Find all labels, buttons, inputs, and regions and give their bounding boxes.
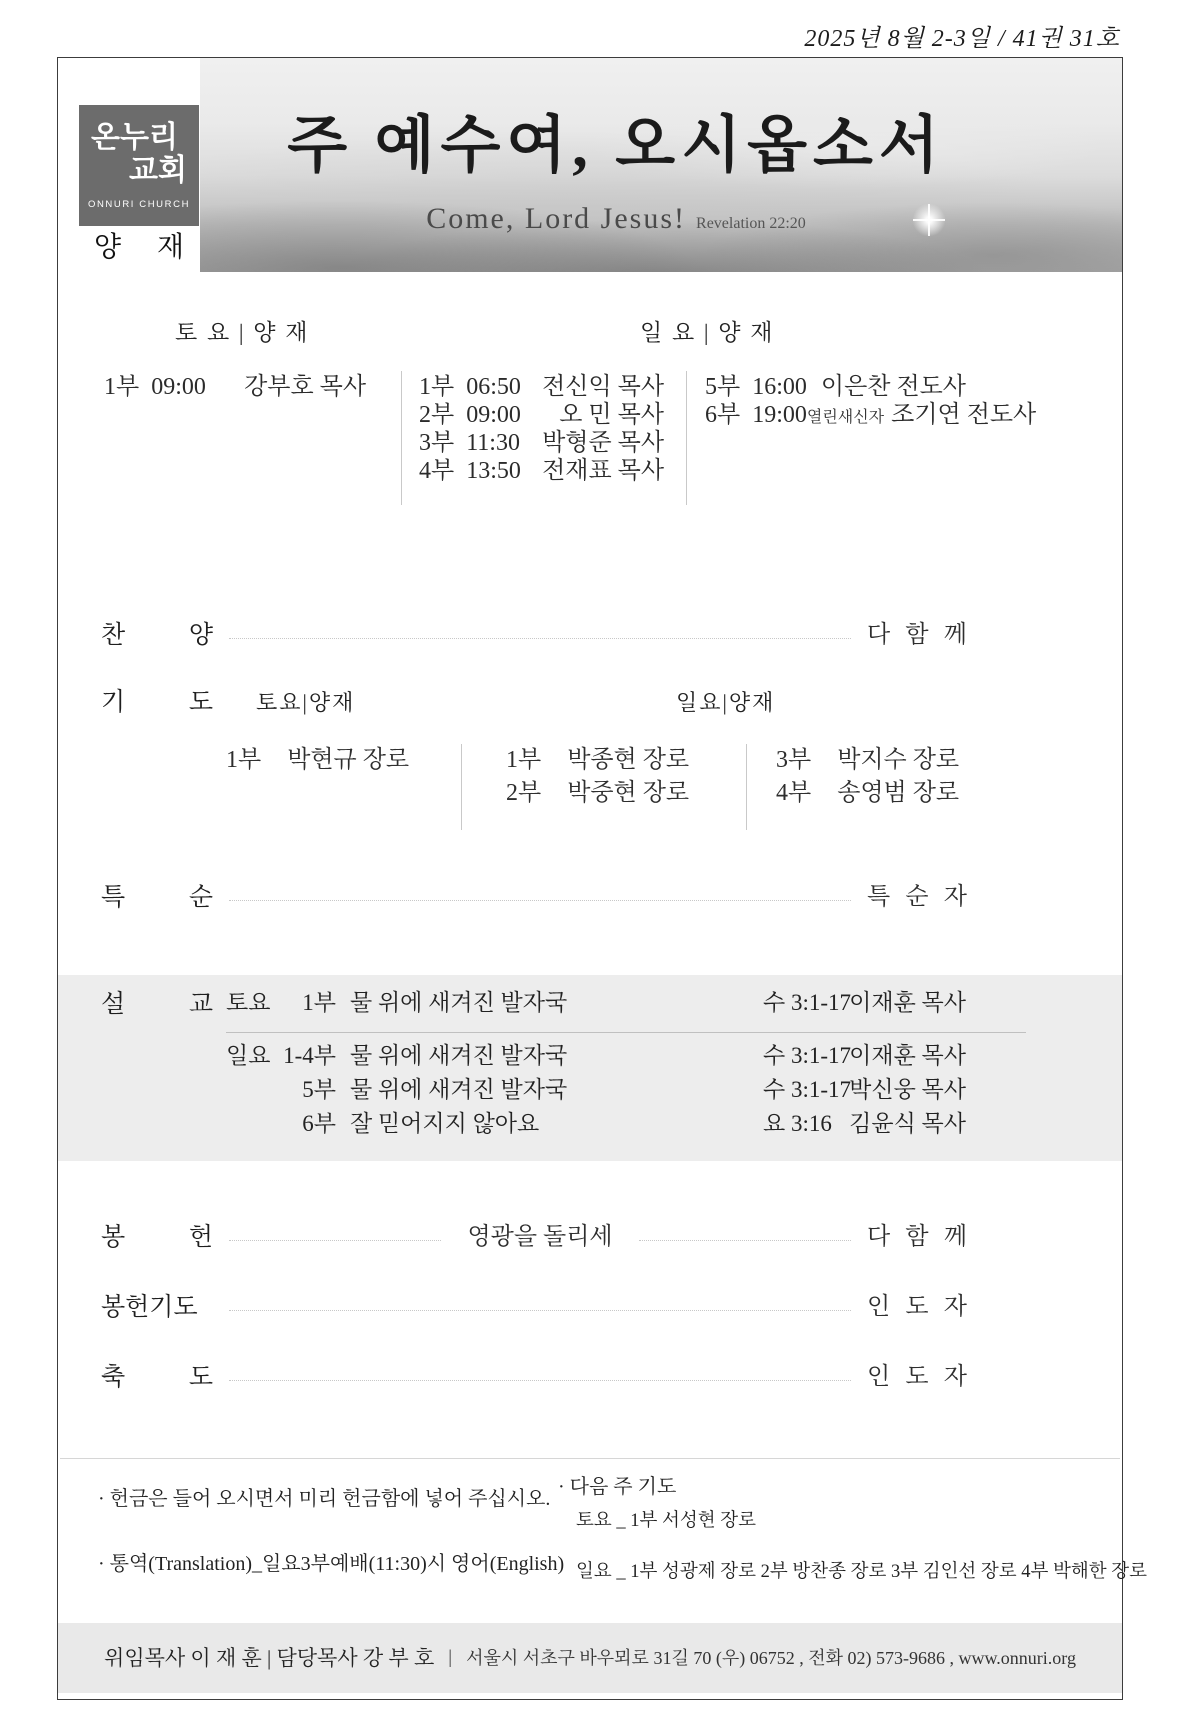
prayer-elder: 박종현 장로 xyxy=(567,747,690,773)
service-row xyxy=(419,400,664,428)
special-row xyxy=(101,882,967,913)
sermon-row xyxy=(58,1076,1122,1106)
next-week-prayer-sat: 토요 _ 1부 서성현 장로 xyxy=(576,1511,756,1531)
sermon-preacher: 박신웅 목사 xyxy=(849,1077,966,1102)
service-time: 16:00 xyxy=(752,374,807,400)
prayer-part: 4부 xyxy=(776,780,812,806)
prayer-part: 3부 xyxy=(776,747,812,773)
prayer-sun-header: 일요|양재 xyxy=(676,690,776,715)
sermon-part: 1부 xyxy=(302,990,336,1015)
saturday-schedule-header: 토 요 | 양 재 xyxy=(175,320,310,345)
prayer-sun-list-right xyxy=(776,745,959,811)
logo-english-name: ONNURI CHURCH xyxy=(87,199,191,210)
praise-row xyxy=(101,620,967,651)
note-translation: · 통역(Translation)_일요3부예배(11:30)시 영어(English) xyxy=(98,1553,565,1575)
offering-prayer-performer: 인 도 자 xyxy=(867,1294,967,1320)
service-minister: 전신익 목사 xyxy=(542,374,664,400)
service-part: 5부 xyxy=(705,374,741,400)
offering-prayer-row xyxy=(101,1292,967,1323)
service-time: 06:50 xyxy=(466,374,521,400)
footer-pastors: 위임목사 이 재 훈 | 담당목사 강 부 호 xyxy=(104,1645,435,1670)
service-part: 6부 xyxy=(705,402,741,428)
prayer-item xyxy=(776,745,959,778)
footer-separator: | xyxy=(448,1647,453,1669)
prayer-sun-list-left xyxy=(506,745,689,811)
banner-title: 주 예수여, 오시옵소서 xyxy=(287,112,945,180)
schedule-divider-2 xyxy=(686,371,687,505)
prayer-item xyxy=(506,745,689,778)
service-part: 3부 xyxy=(419,430,455,456)
service-minister: 전재표 목사 xyxy=(542,458,664,484)
service-minister-group xyxy=(807,400,1036,430)
prayer-divider-1 xyxy=(461,744,462,830)
service-minister: 박형준 목사 xyxy=(542,430,664,456)
footer-bar xyxy=(58,1623,1122,1693)
service-time: 09:00 xyxy=(151,374,206,400)
sermon-title: 물 위에 새겨진 발자국 xyxy=(350,990,568,1015)
footer-address: 서울시 서초구 바우뫼로 31길 70 (우) 06752 , 전화 02) 573-9686 , www.onnuri.org xyxy=(466,1647,1076,1668)
notes-divider-line xyxy=(60,1458,1120,1459)
next-week-prayer-sun: 일요 _ 1부 성광제 장로 2부 방찬종 장로 3부 김인선 장로 4부 박해한 장로 xyxy=(576,1562,1148,1582)
prayer-part: 2부 xyxy=(506,780,542,806)
service-minister: 오 민 목사 xyxy=(559,402,664,428)
prayer-sat-header: 토요|양재 xyxy=(256,690,356,715)
service-row xyxy=(419,372,664,400)
sermon-preacher: 이재훈 목사 xyxy=(849,1043,966,1068)
prayer-part: 1부 xyxy=(226,747,262,773)
issue-date-line: 2025년 8월 2-3일 / 41권 31호 xyxy=(804,26,1120,52)
prayer-elder: 송영범 장로 xyxy=(837,780,960,806)
dotted-leader xyxy=(229,620,851,639)
service-row xyxy=(419,456,664,484)
offering-performer: 다 함 께 xyxy=(867,1224,968,1250)
special-label: 특 순 xyxy=(101,884,213,911)
sermon-divider-line xyxy=(226,1032,1026,1033)
prayer-label: 기 도 xyxy=(101,689,213,716)
prayer-elder: 박지수 장로 xyxy=(837,747,960,773)
service-part: 1부 xyxy=(419,374,455,400)
benediction-row xyxy=(101,1362,967,1393)
service-minister: 강부호 목사 xyxy=(244,374,366,400)
sermon-verse: 요 3:16 xyxy=(763,1111,832,1136)
dotted-leader xyxy=(229,1222,441,1241)
sermon-verse: 수 3:1-17 xyxy=(763,1043,852,1068)
service-row xyxy=(705,400,1037,428)
church-logo xyxy=(79,105,199,226)
sermon-day: 토요 xyxy=(226,990,271,1015)
header-banner xyxy=(200,58,1122,272)
prayer-item xyxy=(226,745,409,778)
service-row xyxy=(104,372,366,400)
saturday-services xyxy=(104,372,366,400)
sermon-verse: 수 3:1-17 xyxy=(763,1077,852,1102)
service-minister: 조기연 전도사 xyxy=(891,402,1037,428)
prayer-sat-list xyxy=(226,745,409,778)
benediction-performer: 인 도 자 xyxy=(867,1364,967,1390)
prayer-part: 1부 xyxy=(506,747,542,773)
praise-performer: 다 함 께 xyxy=(867,622,967,648)
dotted-leader xyxy=(229,1292,851,1311)
prayer-item xyxy=(776,778,959,811)
service-time: 11:30 xyxy=(466,430,520,456)
prayer-elder: 박현규 장로 xyxy=(287,747,410,773)
service-tag: 열린새신자 xyxy=(806,409,885,426)
sermon-row xyxy=(58,1110,1122,1140)
dotted-leader xyxy=(639,1222,851,1241)
praise-label: 찬 양 xyxy=(101,622,213,649)
offering-row xyxy=(101,1222,967,1253)
sermon-title: 잘 믿어지지 않아요 xyxy=(350,1111,540,1136)
service-time: 19:00 xyxy=(752,402,807,428)
dotted-leader xyxy=(229,882,851,901)
logo-line2: 교회 xyxy=(129,154,187,187)
service-row xyxy=(705,372,966,400)
sermon-part: 6부 xyxy=(302,1111,336,1136)
sunday-schedule-header: 일 요 | 양 재 xyxy=(640,320,775,345)
sermon-preacher: 이재훈 목사 xyxy=(849,990,966,1015)
service-time: 09:00 xyxy=(466,402,521,428)
church-logo-korean xyxy=(79,105,199,187)
sermon-day: 일요 xyxy=(226,1043,271,1068)
service-part: 4부 xyxy=(419,458,455,484)
sermon-row xyxy=(58,989,1122,1019)
sunday-evening-services xyxy=(705,372,1037,428)
logo-line1: 온누리 xyxy=(91,121,178,154)
offering-song: 영광을 돌리세 xyxy=(467,1224,613,1250)
service-row xyxy=(419,428,664,456)
service-minister: 이은찬 전도사 xyxy=(820,374,966,400)
star-glint-icon xyxy=(911,202,947,238)
special-performer: 특 순 자 xyxy=(867,884,967,910)
benediction-label: 축 도 xyxy=(101,1364,213,1391)
schedule-divider-1 xyxy=(401,371,402,505)
prayer-divider-2 xyxy=(746,744,747,830)
prayer-item xyxy=(506,778,689,811)
service-part: 1부 xyxy=(104,374,140,400)
campus-name: 양 재 xyxy=(94,232,184,263)
dotted-leader xyxy=(229,1362,851,1381)
sermon-row xyxy=(58,1042,1122,1072)
service-minister-group xyxy=(814,372,966,402)
sermon-part: 1-4부 xyxy=(283,1043,336,1068)
sermon-verse: 수 3:1-17 xyxy=(763,990,852,1015)
sunday-main-services xyxy=(419,372,664,484)
offering-prayer-label: 봉헌기도 xyxy=(101,1294,198,1321)
sermon-label: 설 교 xyxy=(101,991,213,1018)
bulletin-frame xyxy=(57,57,1148,1700)
banner-verse-ref: Revelation 22:20 xyxy=(696,214,806,232)
prayer-elder: 박중현 장로 xyxy=(567,780,690,806)
note-offering-box: · 헌금은 들어 오시면서 미리 헌금함에 넣어 주십시오. xyxy=(98,1488,551,1510)
sermon-section xyxy=(58,975,1122,1161)
service-part: 2부 xyxy=(419,402,455,428)
offering-label: 봉 헌 xyxy=(101,1224,213,1251)
next-week-prayer-title: · 다음 주 기도 xyxy=(558,1476,677,1498)
service-time: 13:50 xyxy=(466,458,521,484)
sermon-title: 물 위에 새겨진 발자국 xyxy=(350,1043,568,1068)
sermon-preacher: 김윤식 목사 xyxy=(849,1111,966,1136)
sermon-title: 물 위에 새겨진 발자국 xyxy=(350,1077,568,1102)
sermon-part: 5부 xyxy=(302,1077,336,1102)
banner-subtitle: Come, Lord Jesus! xyxy=(426,201,687,235)
